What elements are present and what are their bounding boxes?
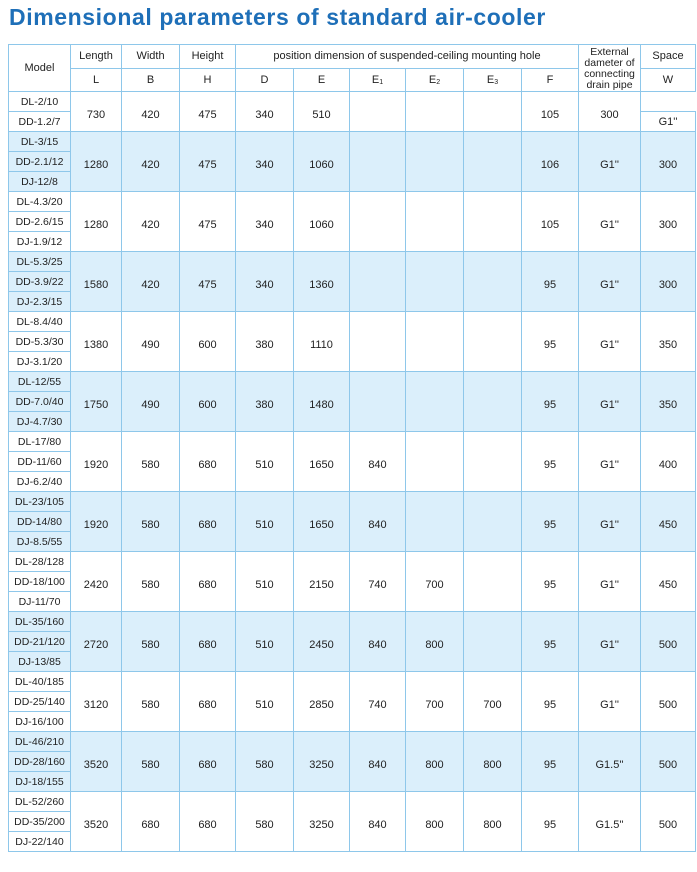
cell-w: 300 [641,192,696,252]
cell-d: 340 [236,252,294,312]
cell-l: 3520 [71,732,122,792]
cell-w: 500 [641,792,696,852]
header-external-diameter: External dameter of connecting drain pipe [579,45,641,92]
cell-w: 450 [641,492,696,552]
model-cell: DL-4.3/20 [9,192,71,212]
cell-b: 420 [122,192,180,252]
header-space: Space [641,45,696,69]
page-title: Dimensional parameters of standard air-cooler [9,4,546,30]
model-cell: DD-18/100 [9,572,71,592]
cell-e: 1110 [294,312,350,372]
table-row [9,492,696,512]
cell-drain-pipe: G1'' [579,492,641,552]
cell-l: 1750 [71,372,122,432]
cell-e1: 840 [350,792,406,852]
header-length: Length [71,45,122,69]
cell-f: 95 [522,252,579,312]
cell-b: 420 [122,132,180,192]
model-cell: DD-35/200 [9,812,71,832]
cell-e1: 840 [350,612,406,672]
header-height: Height [180,45,236,69]
table-row [9,92,696,112]
cell-b: 580 [122,732,180,792]
cell-h: 600 [180,312,236,372]
cell-d: 340 [236,132,294,192]
header-sub-E: E [294,68,350,92]
table-row [9,552,696,572]
model-cell: DJ-4.7/30 [9,412,71,432]
cell-e3: 800 [464,732,522,792]
model-cell: DJ-8.5/55 [9,532,71,552]
cell-l: 2420 [71,552,122,612]
model-cell: DJ-1.9/12 [9,232,71,252]
cell-e1 [350,192,406,252]
cell-h: 475 [180,192,236,252]
table-row [9,132,696,152]
cell-d: 510 [236,672,294,732]
cell-e2 [406,92,464,132]
cell-e: 1060 [294,192,350,252]
model-cell: DJ-2.3/15 [9,292,71,312]
cell-l: 1920 [71,492,122,552]
cell-d: 580 [236,732,294,792]
cell-w: 300 [641,252,696,312]
cell-e: 1360 [294,252,350,312]
cell-e2: 700 [406,552,464,612]
cell-f: 95 [522,372,579,432]
cell-e1: 840 [350,732,406,792]
table-row [9,792,696,812]
model-cell: DD-5.3/30 [9,332,71,352]
cell-l: 730 [71,92,122,132]
header-sub-E2: $E_2$ [406,68,464,92]
cell-drain-pipe: G1'' [579,672,641,732]
cell-d: 510 [236,492,294,552]
cell-d: 340 [236,92,294,132]
cell-d: 510 [236,552,294,612]
cell-h: 680 [180,732,236,792]
model-cell: DJ-16/100 [9,712,71,732]
cell-e1: 840 [350,432,406,492]
table-row [9,432,696,452]
cell-f: 95 [522,312,579,372]
header-sub-H: H [180,68,236,92]
cell-b: 490 [122,312,180,372]
header-sub-E1: $E_1$ [350,68,406,92]
cell-e3 [464,252,522,312]
cell-drain-pipe: G1'' [579,192,641,252]
cell-drain-pipe: G1'' [579,432,641,492]
cell-h: 680 [180,612,236,672]
cell-e: 3250 [294,792,350,852]
cell-e: 2850 [294,672,350,732]
cell-f: 105 [522,192,579,252]
cell-e2: 800 [406,732,464,792]
cell-e: 510 [294,92,350,132]
cell-drain-pipe: G1'' [579,132,641,192]
cell-d: 380 [236,372,294,432]
table-row [9,372,696,392]
cell-e2 [406,252,464,312]
cell-e2: 800 [406,612,464,672]
header-sub-D: D [236,68,294,92]
cell-w: 450 [641,552,696,612]
cell-e: 1650 [294,492,350,552]
cell-f: 95 [522,792,579,852]
cell-d: 340 [236,192,294,252]
cell-e1: 740 [350,672,406,732]
cell-e2 [406,192,464,252]
cell-w: 300 [579,92,641,132]
cell-l: 1580 [71,252,122,312]
model-cell: DJ-3.1/20 [9,352,71,372]
model-cell: DJ-11/70 [9,592,71,612]
cell-e1 [350,132,406,192]
cell-l: 1380 [71,312,122,372]
cell-l: 1280 [71,192,122,252]
cell-e: 2450 [294,612,350,672]
header-width: Width [122,45,180,69]
table-row [9,672,696,692]
cell-e: 1650 [294,432,350,492]
cell-h: 600 [180,372,236,432]
cell-w: 500 [641,672,696,732]
table-row [9,192,696,212]
cell-h: 680 [180,672,236,732]
cell-e: 3250 [294,732,350,792]
model-cell: DD-1.2/7 [9,112,71,132]
cell-e3 [464,552,522,612]
model-cell: DL-35/160 [9,612,71,632]
cell-e2 [406,132,464,192]
cell-b: 580 [122,492,180,552]
cell-b: 420 [122,252,180,312]
cell-f: 106 [522,132,579,192]
model-cell: DD-2.6/15 [9,212,71,232]
cell-e3 [464,492,522,552]
header-model: Model [9,45,71,92]
cell-drain-pipe: G1'' [641,112,696,132]
model-cell: DL-52/260 [9,792,71,812]
table-row [9,252,696,272]
cell-drain-pipe: G1.5'' [579,792,641,852]
model-cell: DD-7.0/40 [9,392,71,412]
header-sub-B: B [122,68,180,92]
model-cell: DD-21/120 [9,632,71,652]
model-cell: DD-14/80 [9,512,71,532]
cell-e1 [350,372,406,432]
cell-l: 1280 [71,132,122,192]
cell-e1 [350,312,406,372]
cell-e3 [464,312,522,372]
cell-e2 [406,492,464,552]
cell-drain-pipe: G1'' [579,312,641,372]
cell-e3 [464,372,522,432]
cell-e3: 700 [464,672,522,732]
cell-b: 580 [122,432,180,492]
cell-e3 [464,132,522,192]
cell-e2: 800 [406,792,464,852]
model-cell: DJ-18/155 [9,772,71,792]
cell-e2 [406,312,464,372]
model-cell: DJ-12/8 [9,172,71,192]
model-cell: DD-3.9/22 [9,272,71,292]
table-row [9,732,696,752]
cell-d: 580 [236,792,294,852]
model-cell: DJ-6.2/40 [9,472,71,492]
cell-w: 350 [641,372,696,432]
cell-h: 680 [180,552,236,612]
model-cell: DL-40/185 [9,672,71,692]
cell-f: 95 [522,492,579,552]
model-cell: DL-5.3/25 [9,252,71,272]
cell-f: 95 [522,432,579,492]
model-cell: DJ-13/85 [9,652,71,672]
cell-w: 300 [641,132,696,192]
model-cell: DD-2.1/12 [9,152,71,172]
model-cell: DL-8.4/40 [9,312,71,332]
cell-l: 2720 [71,612,122,672]
cell-w: 350 [641,312,696,372]
table-body [9,92,696,852]
cell-e2 [406,432,464,492]
header-position: position dimension of suspended-ceiling mounting hole [236,45,579,69]
cell-f: 95 [522,612,579,672]
cell-h: 680 [180,792,236,852]
model-cell: DL-2/10 [9,92,71,112]
cell-e1 [350,92,406,132]
cell-w: 500 [641,612,696,672]
cell-h: 475 [180,252,236,312]
parameters-table [8,44,696,852]
cell-b: 580 [122,612,180,672]
cell-drain-pipe: G1.5'' [579,732,641,792]
model-cell: DL-3/15 [9,132,71,152]
header-sub-E3: $E_3$ [464,68,522,92]
header-sub-L: L [71,68,122,92]
cell-e3 [464,612,522,672]
header-sub-W: W [641,68,696,92]
model-cell: DD-28/160 [9,752,71,772]
cell-f: 95 [522,552,579,612]
cell-e: 2150 [294,552,350,612]
cell-e1: 840 [350,492,406,552]
cell-h: 680 [180,432,236,492]
cell-e: 1480 [294,372,350,432]
cell-drain-pipe: G1'' [579,612,641,672]
cell-h: 680 [180,492,236,552]
table-header [9,45,696,92]
model-cell: DD-25/140 [9,692,71,712]
cell-d: 510 [236,432,294,492]
table-row [9,612,696,632]
cell-b: 680 [122,792,180,852]
cell-e3 [464,92,522,132]
cell-l: 3120 [71,672,122,732]
cell-b: 580 [122,672,180,732]
cell-drain-pipe: G1'' [579,372,641,432]
cell-h: 475 [180,92,236,132]
model-cell: DL-23/105 [9,492,71,512]
cell-b: 490 [122,372,180,432]
cell-f: 105 [522,92,579,132]
cell-h: 475 [180,132,236,192]
cell-e1: 740 [350,552,406,612]
cell-l: 1920 [71,432,122,492]
cell-f: 95 [522,672,579,732]
cell-drain-pipe: G1'' [579,552,641,612]
cell-b: 420 [122,92,180,132]
cell-w: 500 [641,732,696,792]
cell-drain-pipe: G1'' [579,252,641,312]
model-cell: DL-12/55 [9,372,71,392]
cell-e: 1060 [294,132,350,192]
model-cell: DL-46/210 [9,732,71,752]
cell-e2: 700 [406,672,464,732]
cell-e1 [350,252,406,312]
model-cell: DL-28/128 [9,552,71,572]
model-cell: DL-17/80 [9,432,71,452]
cell-f: 95 [522,732,579,792]
cell-w: 400 [641,432,696,492]
model-cell: DJ-22/140 [9,832,71,852]
cell-e3 [464,192,522,252]
cell-l: 3520 [71,792,122,852]
cell-e2 [406,372,464,432]
cell-e3 [464,432,522,492]
table-row [9,312,696,332]
cell-b: 580 [122,552,180,612]
cell-d: 380 [236,312,294,372]
model-cell: DD-11/60 [9,452,71,472]
header-sub-F: F [522,68,579,92]
cell-d: 510 [236,612,294,672]
cell-e3: 800 [464,792,522,852]
